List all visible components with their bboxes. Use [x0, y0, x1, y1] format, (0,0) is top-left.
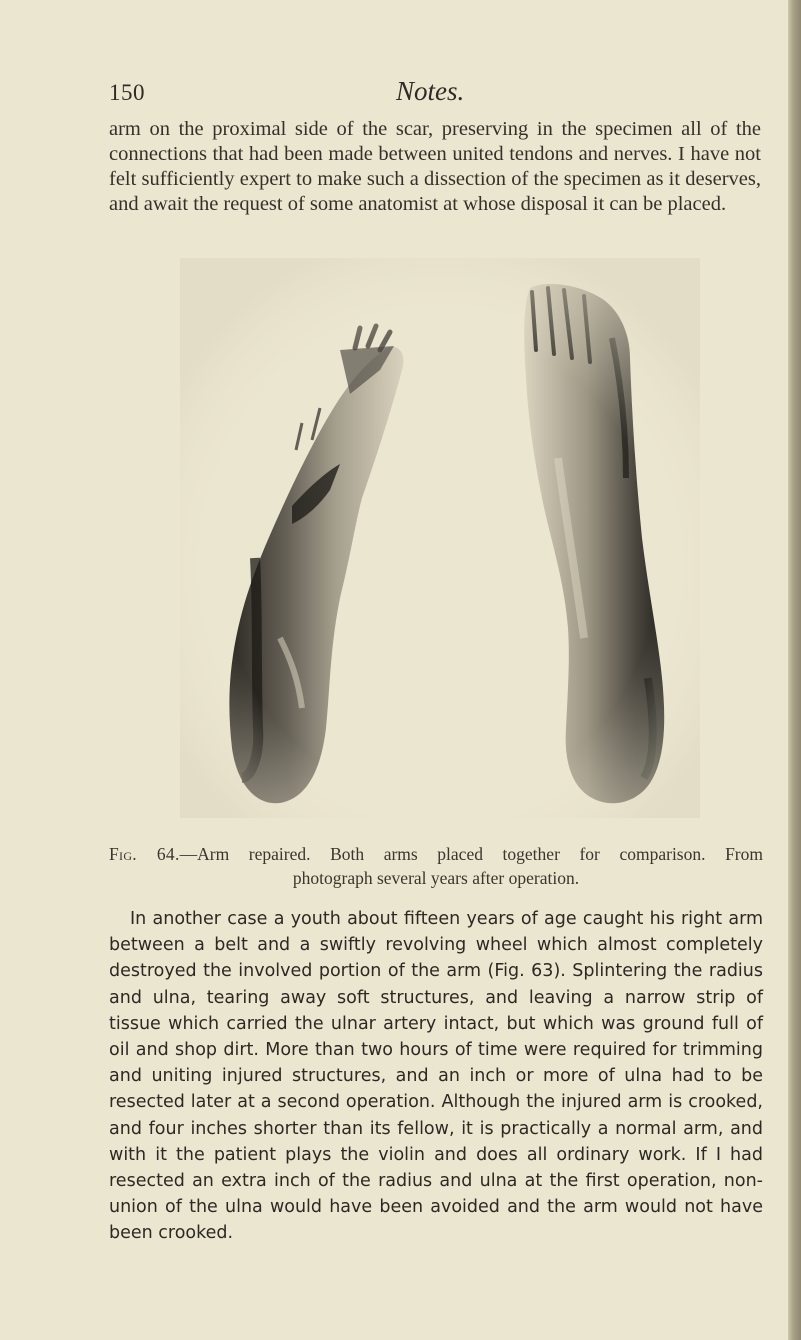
page-number: 150 — [109, 80, 145, 105]
arms-photograph — [180, 258, 700, 818]
page-edge-shadow — [788, 0, 801, 1340]
figure-caption — [109, 842, 763, 890]
figure-label: Fig. 64. — [109, 844, 180, 864]
caption-line-1 — [109, 842, 763, 866]
top-paragraph: arm on the proximal side of the scar, preserving in the specimen all of the connections that had been made between united tendons and nerves. I have not felt sufficiently expert to make such a dissection of the specimen as it deserves, and await the request of some anatomist at whose disposal it can be placed. — [109, 118, 761, 215]
page-header — [0, 70, 788, 110]
running-head: Notes. — [396, 76, 465, 106]
caption-text-1: —Arm repaired. Both arms placed together for comparison. From — [179, 844, 763, 864]
caption-line-2: photograph several years after operation. — [292, 868, 580, 888]
body-paragraph: In another case a youth about fifteen years of age caught his right arm between a belt and a swiftly revolving wheel which almost completely destroyed the involved portion of the arm (Fig. 63). Splintering the radius and ulna, tearing away soft structures, and leaving a narrow strip of tissue which carried the ulnar artery intact, but which was ground full of oil and shop dirt. More than two hours of time were required for trimming and uniting injured structures, and an inch or more of ulna had to be resected later at a second operation. Although the injured arm is crooked, and four inches shorter than its fellow, it is practically a normal arm, and with it the patient plays the violin and does all ordinary work. If I had resected an extra inch of the radius and ulna at the first operation, non-union of the ulna would have been avoided and the arm would not have been crooked. — [109, 909, 763, 1244]
figure-photograph — [180, 258, 700, 818]
